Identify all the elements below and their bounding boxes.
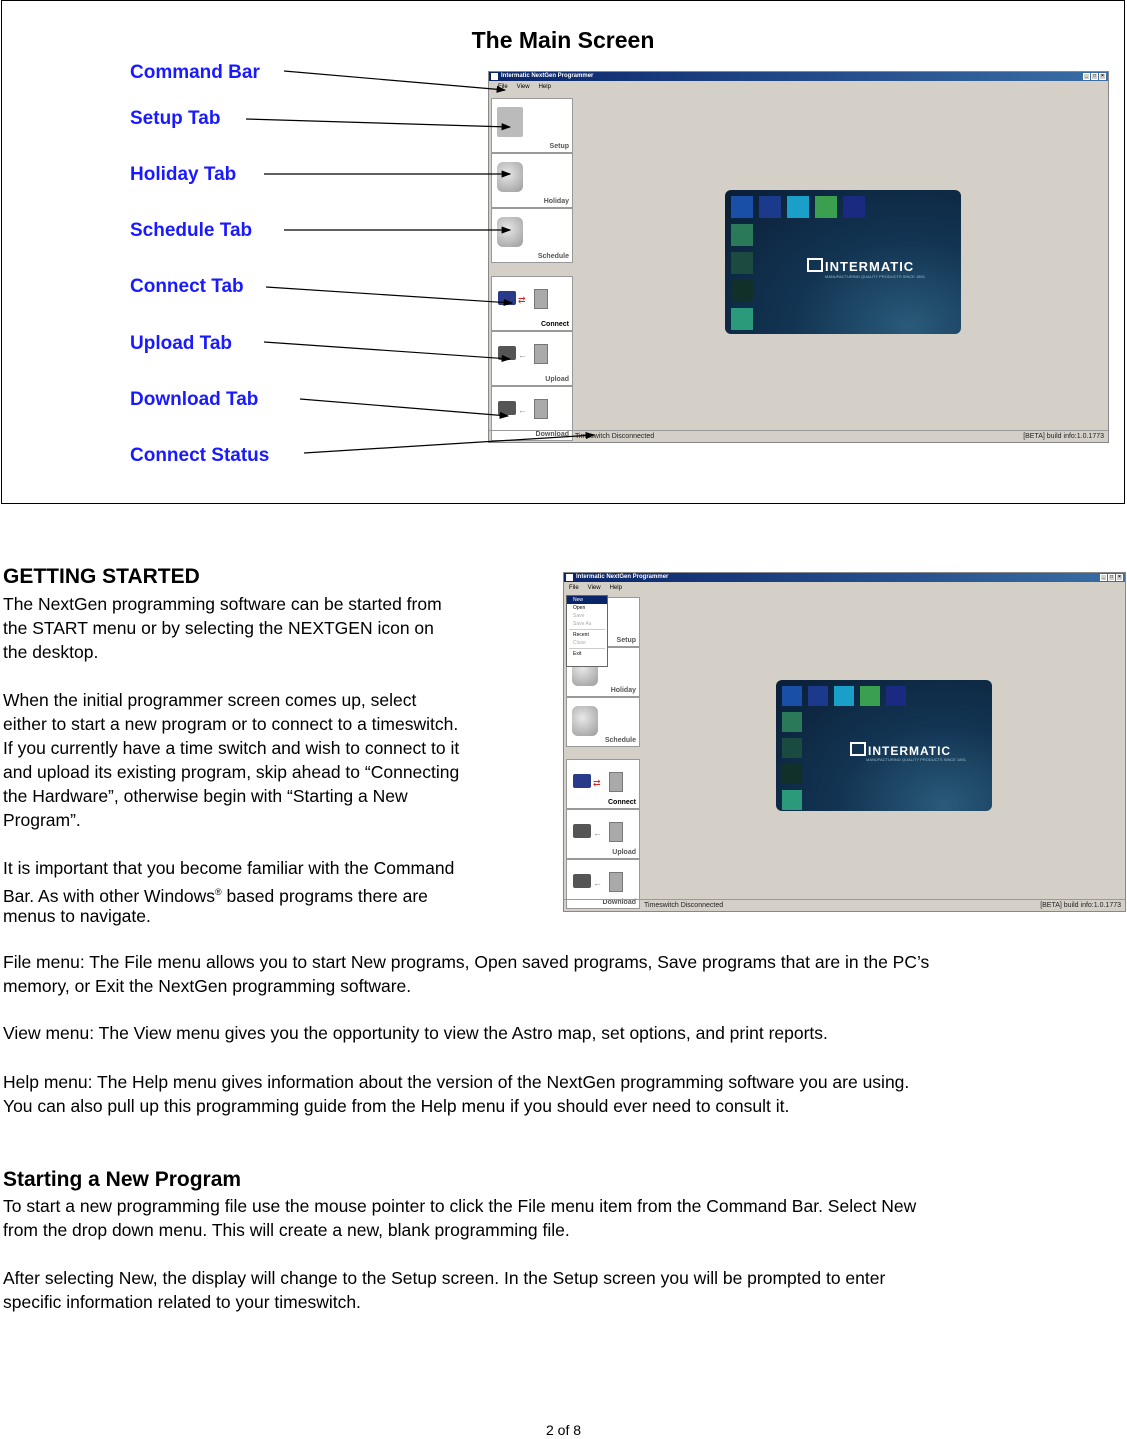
paragraph-line: the START menu or by selecting the NEXTGEN icon on <box>3 618 434 638</box>
brand-tagline: MANUFACTURING QUALITY PRODUCTS SINCE 1891 <box>825 274 925 279</box>
tab-upload[interactable]: ← Upload <box>491 331 573 386</box>
view-menu-description: View menu: The View menu gives you the opportunity to view the Astro map, set options, and print reports. <box>3 1023 828 1043</box>
app-window-file-menu <box>563 572 1126 912</box>
callout-schedule-tab: Schedule Tab <box>130 220 253 241</box>
build-info-text: [BETA] build info:1.0.1773 <box>1023 433 1104 440</box>
arrow-command-bar <box>284 71 505 90</box>
tab-upload[interactable]: ← Upload <box>566 809 640 859</box>
callout-setup-tab: Setup Tab <box>130 108 221 129</box>
menu-view[interactable]: View <box>516 84 530 90</box>
main-screen-figure <box>1 0 1125 504</box>
page-number: 2 of 8 <box>545 1422 582 1438</box>
tab-download[interactable]: ← Download <box>491 386 573 441</box>
download-icon <box>573 874 591 888</box>
arrow-connect-status <box>304 435 594 453</box>
connect-status-text: Timeswitch Disconnected <box>575 433 655 440</box>
paragraph-line: specific information related to your timeswitch. <box>3 1292 361 1312</box>
splash-panel <box>776 680 992 811</box>
connect-status-bar <box>564 899 1125 911</box>
close-button[interactable]: × <box>1116 574 1123 581</box>
callout-arrows <box>2 1 1126 505</box>
intermatic-logo: INTERMATIC <box>850 742 951 758</box>
starting-new-heading: Starting a New Program <box>3 1168 242 1191</box>
intermatic-logo: INTERMATIC <box>807 258 914 274</box>
menu-help[interactable]: Help <box>609 585 622 591</box>
paragraph-line: and upload its existing program, skip ahead to “Connecting <box>3 762 460 782</box>
window-title: Intermatic NextGen Programmer <box>501 73 594 79</box>
paragraph-line: It is important that you become familiar with the Command <box>3 858 455 878</box>
tab-connect[interactable]: ⇄ Connect <box>566 759 640 809</box>
connect-icon <box>573 774 591 788</box>
paragraph-line: The NextGen programming software can be started from <box>3 594 442 614</box>
file-menu-description: File menu: The File menu allows you to start New programs, Open saved programs, Save programs that are in the PC’s <box>3 952 930 972</box>
paragraph-line: menus to navigate. <box>3 906 151 926</box>
close-button[interactable]: × <box>1099 73 1106 80</box>
tab-schedule[interactable]: Schedule <box>491 208 573 263</box>
callout-upload-tab: Upload Tab <box>130 333 233 354</box>
tab-holiday[interactable]: Holiday <box>491 153 573 208</box>
paragraph-line: When the initial programmer screen comes up, select <box>3 690 417 710</box>
build-info-text: [BETA] build info:1.0.1773 <box>1040 902 1121 909</box>
arrow-download-tab <box>300 399 508 416</box>
callout-connect-tab: Connect Tab <box>130 276 244 297</box>
connect-status-text: Timeswitch Disconnected <box>644 902 724 909</box>
file-menu-description: memory, or Exit the NextGen programming software. <box>3 976 412 996</box>
file-dropdown-menu <box>566 595 608 667</box>
callout-command-bar: Command Bar <box>130 62 260 83</box>
menu-item-save[interactable]: Save <box>573 613 585 619</box>
window-title: Intermatic NextGen Programmer <box>576 574 669 580</box>
menu-item-close[interactable]: Close <box>573 640 586 646</box>
paragraph-line: If you currently have a time switch and wish to connect to it <box>3 738 460 758</box>
paragraph-line: the desktop. <box>3 642 99 662</box>
tab-setup[interactable]: Setup <box>491 98 573 153</box>
tab-download[interactable]: ← Download <box>566 859 640 909</box>
schedule-icon <box>572 706 598 736</box>
command-bar <box>563 583 1125 593</box>
menu-item-save-as[interactable]: Save As <box>573 621 592 627</box>
tab-setup[interactable]: Setup <box>566 597 640 647</box>
brand-tagline: MANUFACTURING QUALITY PRODUCTS SINCE 1891 <box>866 757 966 762</box>
paragraph-line: either to start a new program or to connect to a timeswitch. <box>3 714 459 734</box>
paragraph-line: Bar. As with other Windows® based programs there are <box>3 885 428 906</box>
paragraph-line: Program”. <box>3 810 81 830</box>
arrow-upload-tab <box>264 342 510 359</box>
tab-holiday[interactable]: Holiday <box>566 647 640 697</box>
callout-connect-status: Connect Status <box>130 445 270 466</box>
minimize-button[interactable]: _ <box>1083 73 1090 80</box>
help-menu-description: You can also pull up this programming guide from the Help menu if you should ever need to consult it. <box>3 1096 790 1116</box>
arrow-connect-tab <box>266 287 512 303</box>
paragraph-line: After selecting New, the display will change to the Setup screen. In the Setup screen you will be prompted to enter <box>3 1268 886 1288</box>
menu-help[interactable]: Help <box>538 84 551 90</box>
tab-schedule[interactable]: Schedule <box>566 697 640 747</box>
paragraph-line: from the drop down menu. This will create a new, blank programming file. <box>3 1220 570 1240</box>
figure-title: The Main Screen <box>471 27 655 53</box>
menu-view[interactable]: View <box>587 585 601 591</box>
getting-started-heading: GETTING STARTED <box>3 565 200 588</box>
menu-file[interactable]: File <box>498 84 508 90</box>
menu-item-exit[interactable]: Exit <box>573 651 582 657</box>
paragraph-line: To start a new programming file use the mouse pointer to click the File menu item from the Command Bar. Select New <box>3 1196 917 1216</box>
maximize-button[interactable]: □ <box>1092 73 1097 79</box>
menu-item-new[interactable]: New <box>567 596 607 604</box>
app-logo-icon <box>566 574 573 581</box>
paragraph-line: the Hardware”, otherwise begin with “Starting a New <box>3 786 408 806</box>
callout-holiday-tab: Holiday Tab <box>130 164 237 185</box>
menu-item-recent[interactable]: Recent <box>573 632 589 638</box>
tab-connect[interactable]: ⇄ Connect <box>491 276 573 331</box>
callout-download-tab: Download Tab <box>130 389 259 410</box>
arrow-setup-tab <box>246 119 510 127</box>
upload-icon <box>573 824 591 838</box>
menu-item-open[interactable]: Open <box>573 605 586 611</box>
maximize-button[interactable]: □ <box>1109 574 1114 580</box>
help-menu-description: Help menu: The Help menu gives information about the version of the NextGen programming software you are using. <box>3 1072 910 1092</box>
minimize-button[interactable]: _ <box>1100 574 1107 581</box>
menu-file[interactable]: File <box>569 585 579 591</box>
